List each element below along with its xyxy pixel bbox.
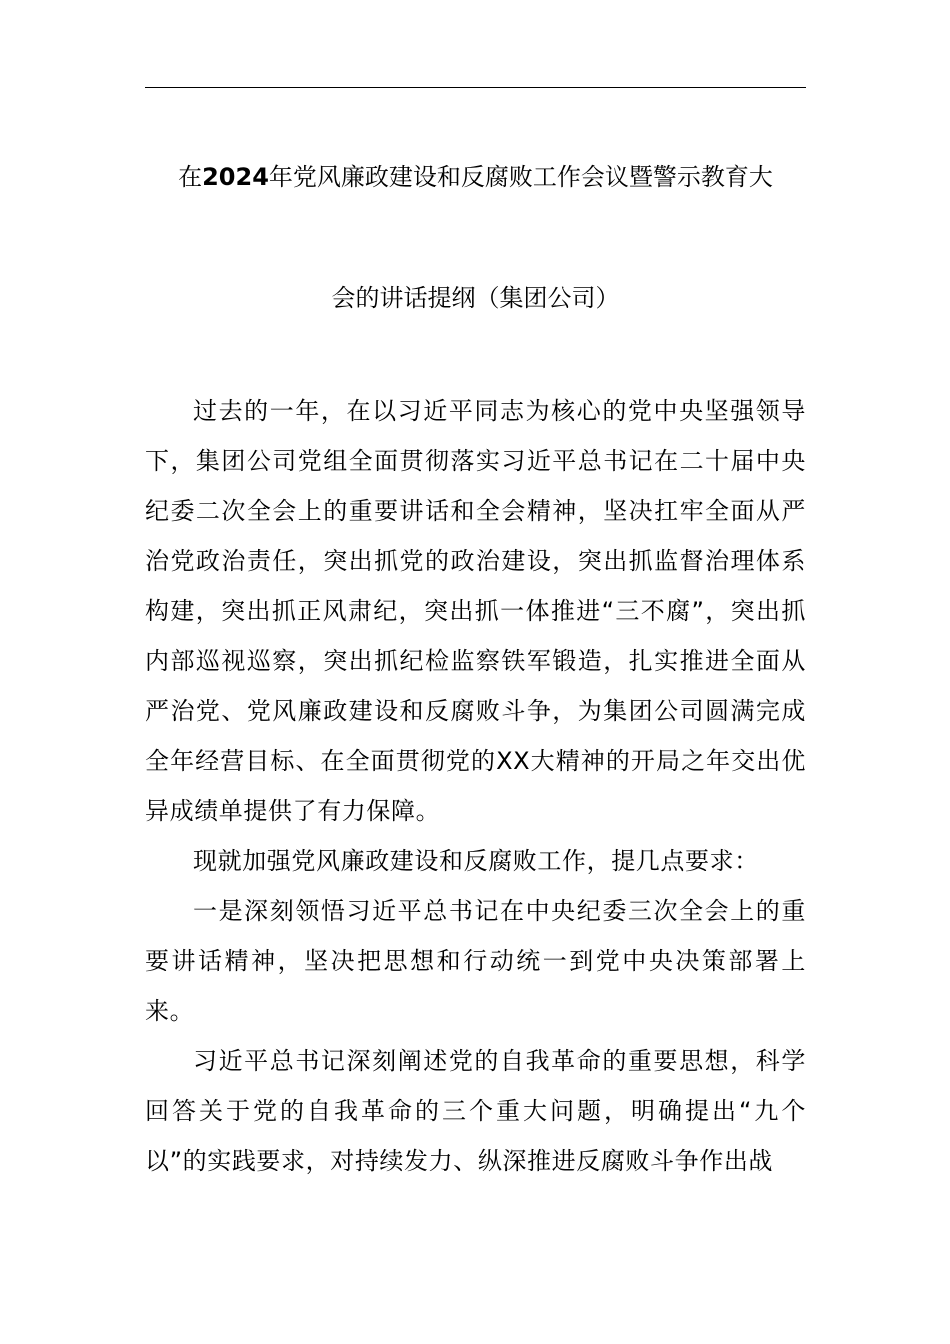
title-prefix: 在 (178, 163, 203, 191)
paragraph-point-one: 一是深刻领悟习近平总书记在中央纪委三次全会上的重要讲话精神，坚决把思想和行动统一到党中央决策部署上来。 (145, 897, 806, 1025)
header-rule (145, 87, 806, 88)
paragraph-self-revolution: 习近平总书记深刻阐述党的自我革命的重要思想，科学回答关于党的自我革命的三个重大问题，明确提出“九个以”的实践要求，对持续发力、纵深推进反腐败斗争作出战 (145, 1047, 806, 1175)
document-title-line-1 (145, 162, 806, 192)
document-title-line-2: 会的讲话提纲（集团公司） (331, 284, 620, 312)
paragraph-requirements-intro: 现就加强党风廉政建设和反腐败工作，提几点要求： (193, 847, 759, 875)
document-body (145, 386, 806, 1186)
title-year: 2024 (202, 163, 269, 191)
paragraph-review: 过去的一年，在以习近平同志为核心的党中央坚强领导下，集团公司党组全面贯彻落实习近平总书记在二十届中央纪委二次全会上的重要讲话和全会精神，坚决扛牢全面从严治党政治责任，突出抓党的政治建设，突出抓监督治理体系构建，突出抓正风肃纪，突出抓一体推进“三不腐”，突出抓内部巡视巡察，突出抓纪检监察铁军锻造，扎实推进全面从严治党、党风廉政建设和反腐败斗争，为集团公司圆满完成全年经营目标、在全面贯彻党的XX大精神的开局之年交出优异成绩单提供了有力保障。 (145, 397, 806, 825)
title-line1-rest: 年党风廉政建设和反腐败工作会议暨警示教育大 (268, 163, 773, 191)
